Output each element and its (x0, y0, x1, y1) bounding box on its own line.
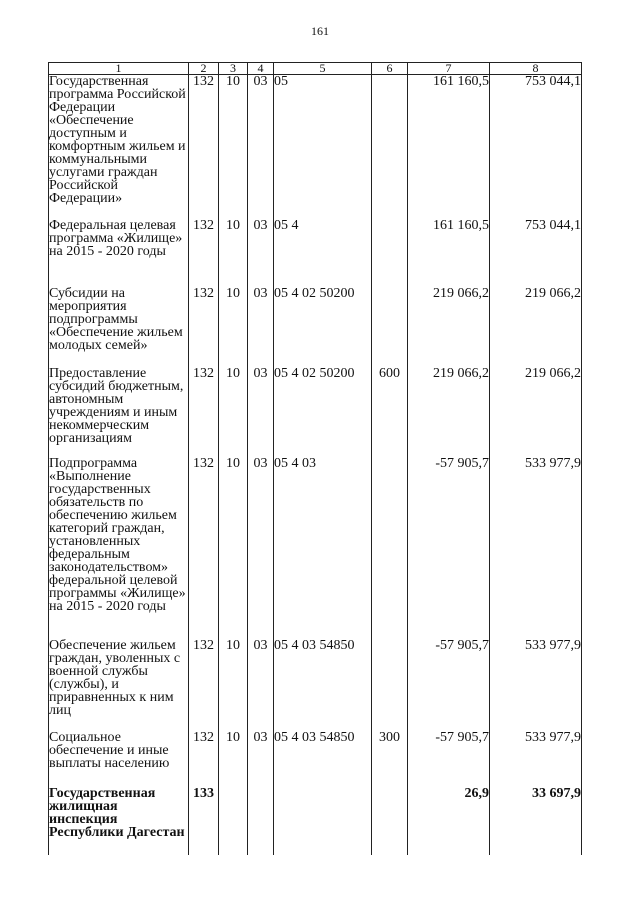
row-name: Подпрограмма «Выполнение государственных обязательств по обеспечению жильем категорий граждан, установленных федеральным законодательством» федеральной целевой программы «Жилище» на 2015 - 2020 годы (49, 457, 189, 639)
cell-amount-8: 533 977,9 (490, 639, 582, 731)
cell-target-article: 05 4 02 50200 (274, 367, 372, 457)
cell-expense-type (372, 219, 408, 287)
cell-code-4: 03 (248, 639, 274, 731)
page-number: 161 (311, 24, 329, 38)
cell-amount-7: 26,9 (408, 787, 490, 855)
cell-code-2: 132 (189, 639, 219, 731)
cell-amount-8: 219 066,2 (490, 367, 582, 457)
row-name: Субсидии на мероприятия подпрограммы «Обеспечение жильем молодых семей» (49, 287, 189, 367)
cell-code-2: 132 (189, 219, 219, 287)
table-row (49, 639, 582, 731)
cell-code-3: 10 (219, 731, 248, 787)
cell-target-article: 05 4 (274, 219, 372, 287)
column-header: 6 (372, 63, 408, 75)
cell-code-3: 10 (219, 219, 248, 287)
cell-amount-8: 219 066,2 (490, 287, 582, 367)
cell-code-3 (219, 787, 248, 855)
cell-target-article: 05 4 03 54850 (274, 731, 372, 787)
cell-code-2: 132 (189, 367, 219, 457)
cell-code-2: 132 (189, 287, 219, 367)
table-header-row (49, 63, 582, 75)
cell-amount-7: -57 905,7 (408, 731, 490, 787)
cell-target-article: 05 4 03 (274, 457, 372, 639)
cell-code-3: 10 (219, 457, 248, 639)
cell-code-4: 03 (248, 75, 274, 219)
column-header: 4 (248, 63, 274, 75)
cell-code-4: 03 (248, 457, 274, 639)
cell-expense-type (372, 639, 408, 731)
column-header: 1 (49, 63, 189, 75)
cell-expense-type (372, 787, 408, 855)
cell-expense-type: 600 (372, 367, 408, 457)
table-row (49, 731, 582, 787)
column-header: 3 (219, 63, 248, 75)
cell-amount-7: -57 905,7 (408, 639, 490, 731)
column-header: 8 (490, 63, 582, 75)
cell-expense-type: 300 (372, 731, 408, 787)
cell-code-4: 03 (248, 367, 274, 457)
cell-amount-8: 753 044,1 (490, 219, 582, 287)
cell-expense-type (372, 457, 408, 639)
cell-amount-7: 161 160,5 (408, 219, 490, 287)
cell-target-article: 05 (274, 75, 372, 219)
cell-amount-8: 753 044,1 (490, 75, 582, 219)
table-row (49, 367, 582, 457)
cell-code-3: 10 (219, 639, 248, 731)
cell-code-3: 10 (219, 75, 248, 219)
cell-code-2: 133 (189, 787, 219, 855)
table-row (49, 787, 582, 855)
cell-amount-8: 533 977,9 (490, 457, 582, 639)
table-row (49, 457, 582, 639)
cell-amount-7: 219 066,2 (408, 287, 490, 367)
cell-code-4: 03 (248, 287, 274, 367)
row-name: Федеральная целевая программа «Жилище» на 2015 - 2020 годы (49, 219, 189, 287)
cell-expense-type (372, 287, 408, 367)
cell-code-4: 03 (248, 731, 274, 787)
row-name: Социальное обеспечение и иные выплаты населению (49, 731, 189, 787)
column-header: 7 (408, 63, 490, 75)
cell-code-2: 132 (189, 731, 219, 787)
table-row (49, 75, 582, 219)
cell-code-4: 03 (248, 219, 274, 287)
column-header: 2 (189, 63, 219, 75)
cell-amount-7: 161 160,5 (408, 75, 490, 219)
cell-amount-8: 533 977,9 (490, 731, 582, 787)
row-name: Государственная программа Российской Федерации «Обеспечение доступным и комфортным жильем и коммунальными услугами граждан Российской Федерации» (49, 75, 189, 219)
cell-code-3: 10 (219, 367, 248, 457)
cell-amount-7: 219 066,2 (408, 367, 490, 457)
cell-amount-7: -57 905,7 (408, 457, 490, 639)
table-row (49, 219, 582, 287)
cell-target-article (274, 787, 372, 855)
budget-table (48, 62, 582, 855)
cell-code-3: 10 (219, 287, 248, 367)
row-name: Обеспечение жильем граждан, уволенных с военной службы (службы), и приравненных к ним лиц (49, 639, 189, 731)
cell-amount-8: 33 697,9 (490, 787, 582, 855)
column-header: 5 (274, 63, 372, 75)
row-name: Предоставление субсидий бюджетным, автономным учреждениям и иным некоммерческим организациям (49, 367, 189, 457)
cell-code-4 (248, 787, 274, 855)
table-row (49, 287, 582, 367)
cell-target-article: 05 4 03 54850 (274, 639, 372, 731)
cell-target-article: 05 4 02 50200 (274, 287, 372, 367)
cell-code-2: 132 (189, 75, 219, 219)
cell-code-2: 132 (189, 457, 219, 639)
cell-expense-type (372, 75, 408, 219)
row-name: Государственная жилищная инспекция Республики Дагестан (49, 787, 189, 855)
